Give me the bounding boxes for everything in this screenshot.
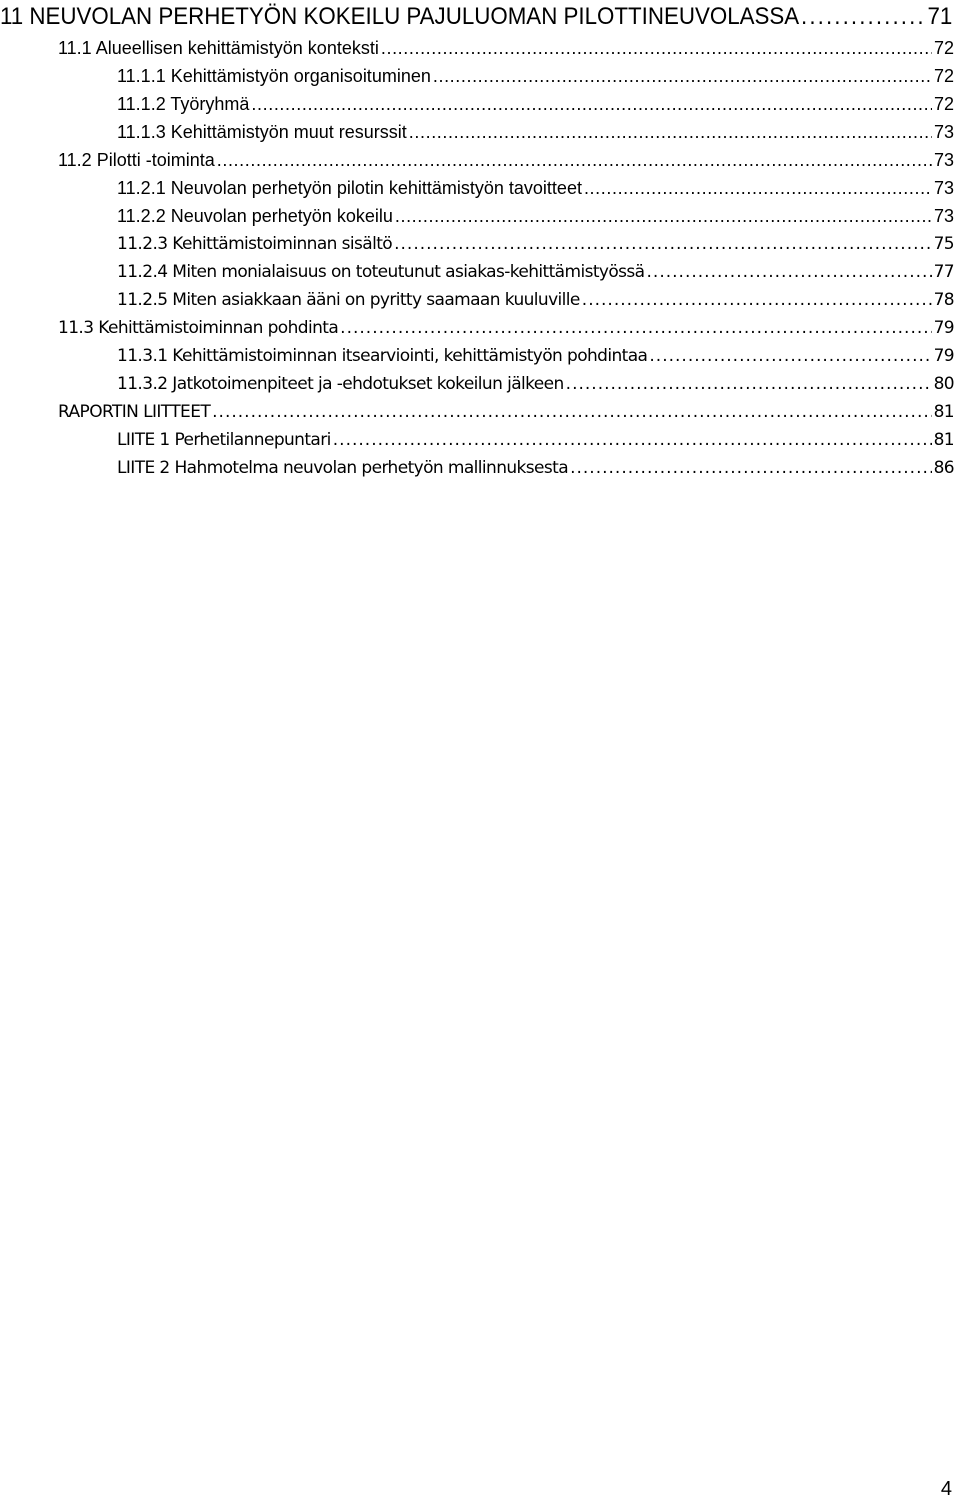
toc-entry[interactable] [0, 62, 960, 90]
toc-entry-page: 78 [933, 290, 954, 310]
dot-leader [433, 62, 932, 90]
toc-entry-label: 11 NEUVOLAN PERHETYÖN KOKEILU PAJULUOMAN PILOTTINEUVOLASSA [0, 3, 800, 30]
toc-entry-label: 11.2.5 Miten asiakkaan ääni on pyritty saamaan kuuluville [117, 290, 580, 310]
toc-entry-page: 81 [933, 430, 954, 450]
dot-leader [340, 314, 931, 342]
toc-entry[interactable] [0, 314, 960, 342]
dot-leader [647, 258, 932, 286]
dot-leader [395, 202, 932, 230]
toc-entry-label: 11.2.1 Neuvolan perhetyön pilotin kehittämistyön tavoitteet [117, 178, 582, 198]
toc-entry-label: 11.1.1 Kehittämistyön organisoituminen [117, 66, 431, 86]
toc-entry-page: 72 [933, 94, 954, 114]
dot-leader [649, 342, 931, 370]
dot-leader [217, 146, 932, 174]
dot-leader [582, 286, 932, 314]
toc-entry-page: 73 [933, 206, 954, 226]
toc-entry[interactable] [0, 370, 960, 398]
dot-leader [251, 90, 932, 118]
toc-entry-page: 77 [933, 262, 954, 282]
toc-entry[interactable] [0, 174, 960, 202]
dot-leader [409, 118, 932, 146]
toc-entry-page: 81 [933, 402, 954, 422]
toc-entry-page: 72 [933, 38, 954, 58]
toc-entry[interactable] [0, 90, 960, 118]
dot-leader [584, 174, 932, 202]
toc-entry-label: 11.3 Kehittämistoiminnan pohdinta [58, 318, 339, 338]
toc-entry[interactable] [0, 230, 960, 258]
dot-leader [212, 398, 931, 426]
toc-entry-page: 86 [933, 458, 954, 478]
toc-entry[interactable] [0, 258, 960, 286]
toc-entry-page: 79 [933, 346, 954, 366]
toc-entry-label: 11.3.1 Kehittämistoiminnan itsearviointi, kehittämistyön pohdintaa [117, 346, 648, 366]
toc-entry[interactable] [0, 146, 960, 174]
toc-entry[interactable] [0, 398, 960, 426]
page-number: 4 [940, 1478, 952, 1500]
toc-entry-label: 11.2.4 Miten monialaisuus on toteutunut asiakas-kehittämistyössä [117, 262, 645, 282]
toc-entry-page: 75 [933, 234, 954, 254]
toc-entry[interactable] [0, 342, 960, 370]
toc-entry-label: 11.1 Alueellisen kehittämistyön konteksti [58, 38, 379, 58]
toc-entry-label: 11.2.3 Kehittämistoiminnan sisältö [117, 234, 393, 254]
toc-entry-page: 71 [927, 3, 953, 30]
toc-chapter-11[interactable] [0, 0, 958, 34]
table-of-contents [0, 0, 960, 482]
dot-leader [333, 426, 932, 454]
toc-entry-label: RAPORTIN LIITTEET [58, 402, 211, 422]
toc-entry-label: 11.2.2 Neuvolan perhetyön kokeilu [117, 206, 393, 226]
dot-leader [381, 34, 932, 62]
toc-entry-page: 79 [933, 318, 954, 338]
toc-entry[interactable] [0, 34, 960, 62]
dot-leader [801, 0, 926, 34]
toc-entry[interactable] [0, 118, 960, 146]
toc-entry-page: 73 [933, 150, 954, 170]
dot-leader [566, 370, 932, 398]
toc-entry[interactable] [0, 426, 960, 454]
toc-entry[interactable] [0, 202, 960, 230]
toc-entry[interactable] [0, 454, 960, 482]
toc-entry-page: 80 [933, 374, 954, 394]
toc-entry-page: 73 [933, 178, 954, 198]
toc-entry-label: LIITE 2 Hahmotelma neuvolan perhetyön mallinnuksesta [117, 458, 569, 478]
dot-leader [394, 230, 931, 258]
toc-entry-label: 11.3.2 Jatkotoimenpiteet ja -ehdotukset kokeilun jälkeen [117, 374, 564, 394]
toc-entry-label: 11.2 Pilotti -toiminta [58, 150, 215, 170]
toc-entry[interactable] [0, 286, 960, 314]
toc-entry-label: LIITE 1 Perhetilannepuntari [117, 430, 331, 450]
toc-entry-label: 11.1.2 Työryhmä [117, 94, 250, 114]
dot-leader [570, 454, 932, 482]
toc-entry-label: 11.1.3 Kehittämistyön muut resurssit [117, 122, 407, 142]
toc-entry-page: 72 [933, 66, 954, 86]
toc-entry-page: 73 [933, 122, 954, 142]
